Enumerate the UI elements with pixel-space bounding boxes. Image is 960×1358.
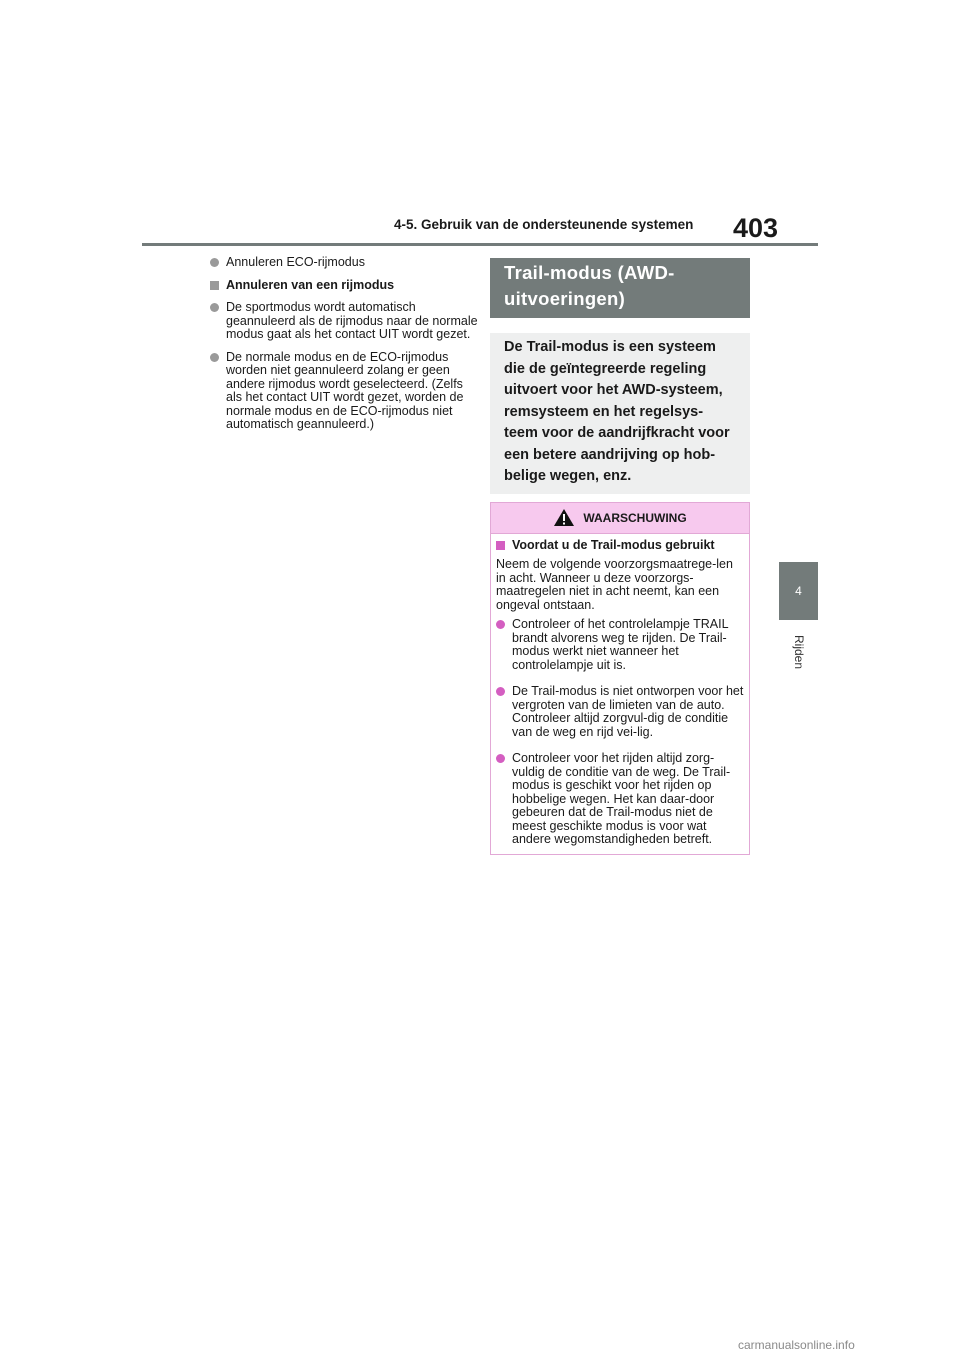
chapter-label [777, 630, 821, 674]
header-divider [142, 243, 818, 246]
list-item [210, 301, 478, 342]
list-item [496, 618, 744, 672]
list-item-text: De Trail-modus is niet ontworpen voor het vergroten van de limieten van de auto. Controleer altijd zorgvul-dig de conditie van de weg en rijd vei-lig. [512, 684, 744, 739]
warning-subheading-text: Voordat u de Trail-modus gebruikt [512, 537, 715, 552]
list-item [210, 256, 478, 270]
list-item [496, 752, 744, 847]
section-title: Trail-modus (AWD-uitvoeringen) [490, 258, 750, 318]
list-item-text: Controleer voor het rijden altijd zorg-vuldig de conditie van de weg. De Trail-modus is geschikt voor het rijden op hobbelige wegen. Het kan daar-door gebeuren dat de Trail-modus niet de meest geschikte modus is voor wat andere wegomstandigheden betreft. [512, 751, 731, 846]
bullet-dot-icon [496, 687, 505, 696]
subheading-text: Annuleren van een rijmodus [226, 277, 395, 292]
warning-subheading [496, 539, 744, 553]
page-number: 403 [733, 213, 779, 243]
warning-body [491, 534, 749, 854]
bullet-dot-icon [210, 353, 219, 362]
warning-paragraph: Neem de volgende voorzorgsmaatrege-len in acht. Wanneer u deze voorzorgs-maatregelen niet in acht neemt, kan een ongeval ontstaan. [496, 557, 733, 612]
warning-header [491, 503, 749, 534]
right-column [490, 258, 750, 855]
list-item [496, 685, 744, 739]
warning-triangle-icon [553, 508, 575, 527]
left-column [210, 256, 478, 441]
warning-title: WAARSCHUWING [583, 510, 687, 525]
intro-box: De Trail-modus is een systeem die de geïntegreerde regeling uitvoert voor het AWD-systeem, remsysteem en het regelsys-teem voor de aandrijfkracht voor een betere aandrijving op hob-belige wegen, enz. [490, 333, 750, 494]
square-bullet-icon [210, 281, 219, 290]
chapter-label-text: Rijden [792, 634, 806, 670]
bullet-dot-icon [210, 258, 219, 267]
bullet-dot-icon [496, 620, 505, 629]
bullet-dot-icon [210, 303, 219, 312]
running-header: 4-5. Gebruik van de ondersteunende systemen [394, 217, 694, 232]
chapter-tab[interactable]: 4 [779, 562, 818, 620]
list-item-text: De sportmodus wordt automatisch geannuleerd als de rijmodus naar de normale modus gaat als het contact UIT wordt gezet. [226, 300, 478, 341]
list-item-text: Annuleren ECO-rijmodus [226, 255, 365, 269]
bullet-dot-icon [496, 754, 505, 763]
watermark: carmanualsonline.info [738, 1338, 855, 1352]
list-item [210, 351, 478, 432]
subheading [210, 279, 478, 293]
list-item-text: De normale modus en de ECO-rijmodus worden niet geannuleerd zolang er geen andere rijmodus wordt geselecteerd. (Zelfs als het contact UIT wordt gezet, worden de normale modus en de ECO-rijmodus niet automatisch geannuleerd.) [226, 349, 464, 431]
square-bullet-icon [496, 541, 505, 550]
list-item-text: Controleer of het controlelampje TRAIL brandt alvorens weg te rijden. De Trail-modus werkt niet wanneer het controlelampje uit is. [512, 617, 729, 672]
warning-box [490, 502, 750, 855]
